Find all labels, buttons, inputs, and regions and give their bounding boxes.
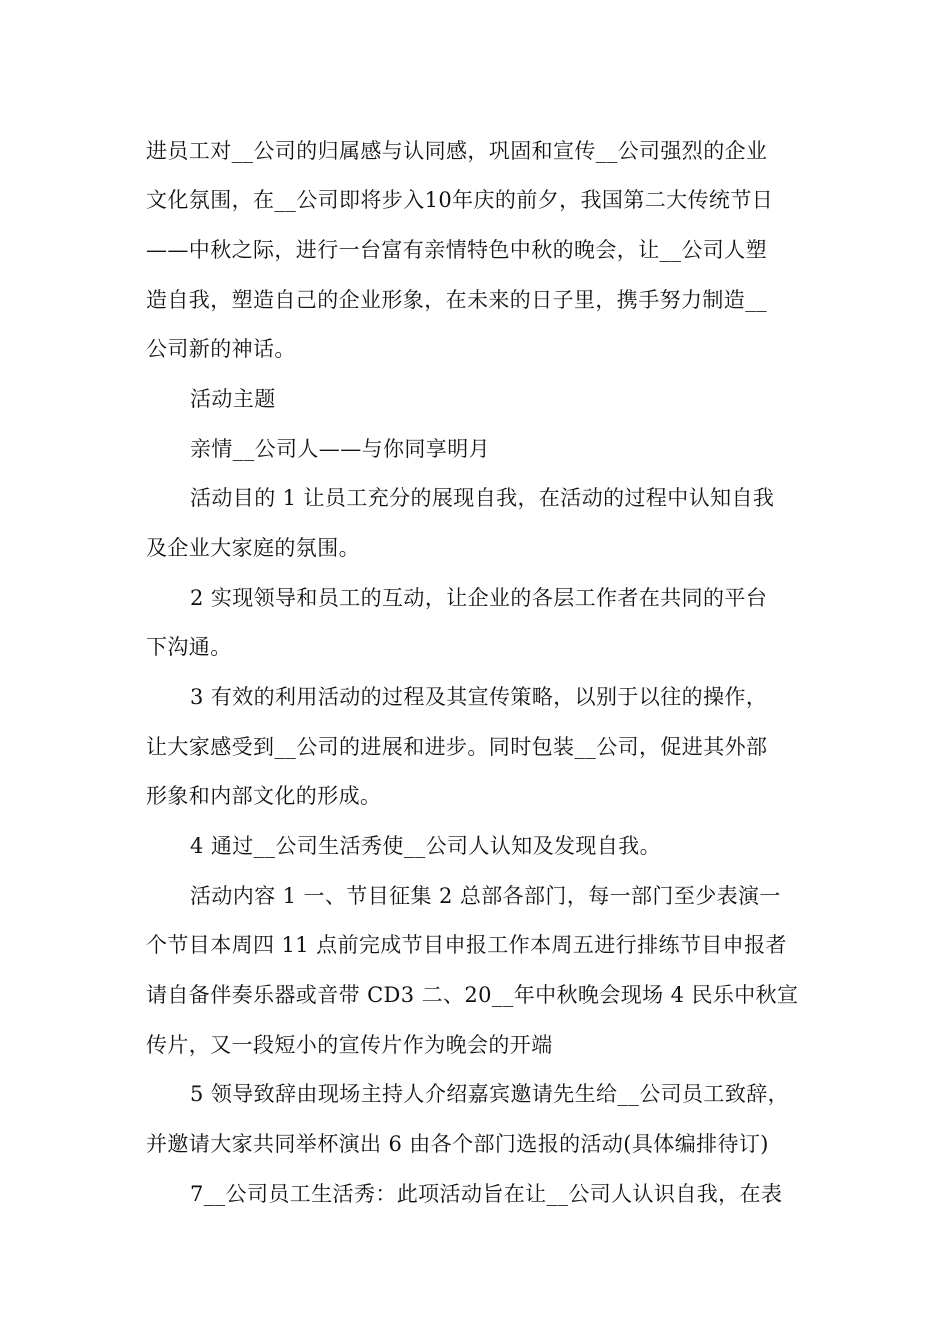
paragraph-line: 请自备伴奏乐器或音带 CD3 二、20__年中秋晚会现场 4 民乐中秋宣 xyxy=(146,983,799,1007)
paragraph-line: 公司新的神话。 xyxy=(146,337,296,361)
paragraph-line: ——中秋之际，进行一台富有亲情特色中秋的晚会，让__公司人塑 xyxy=(146,238,767,262)
paragraph-line: 造自我，塑造自己的企业形象，在未来的日子里，携手努力制造__ xyxy=(146,288,767,312)
paragraph-line: 文化氛围，在__公司即将步入10年庆的前夕，我国第二大传统节日 xyxy=(146,188,774,212)
paragraph-line: 进员工对__公司的归属感与认同感，巩固和宣传__公司强烈的企业 xyxy=(146,139,768,163)
paragraph-line: 个节目本周四 11 点前完成节目申报工作本周五进行排练节目申报者 xyxy=(146,933,787,957)
paragraph-line: 并邀请大家共同举杯演出 6 由各个部门选报的活动(具体编排待订) xyxy=(146,1132,769,1156)
paragraph-line: 2 实现领导和员工的互动，让企业的各层工作者在共同的平台 xyxy=(190,586,768,610)
section-heading: 活动主题 xyxy=(190,387,276,411)
paragraph-line: 形象和内部文化的形成。 xyxy=(146,784,382,808)
paragraph-line: 3 有效的利用活动的过程及其宣传策略，以别于以往的操作， xyxy=(190,685,768,709)
paragraph-line: 4 通过__公司生活秀使__公司人认知及发现自我。 xyxy=(190,834,662,858)
paragraph-line: 7__公司员工生活秀：此项活动旨在让__公司人认识自我，在表 xyxy=(190,1182,783,1206)
paragraph-line: 让大家感受到__公司的进展和进步。同时包装__公司，促进其外部 xyxy=(146,735,768,759)
theme-line: 亲情__公司人——与你同享明月 xyxy=(190,437,490,461)
paragraph-line: 活动内容 1 一、节目征集 2 总部各部门，每一部门至少表演一 xyxy=(190,884,781,908)
paragraph-line: 5 领导致辞由现场主持人介绍嘉宾邀请先生给__公司员工致辞， xyxy=(190,1082,790,1106)
paragraph-line: 活动目的 1 让员工充分的展现自我，在活动的过程中认知自我 xyxy=(190,486,775,510)
paragraph-line: 下沟通。 xyxy=(146,635,232,659)
paragraph-line: 传片，又一段短小的宣传片作为晚会的开端 xyxy=(146,1033,553,1057)
paragraph-line: 及企业大家庭的氛围。 xyxy=(146,536,360,560)
